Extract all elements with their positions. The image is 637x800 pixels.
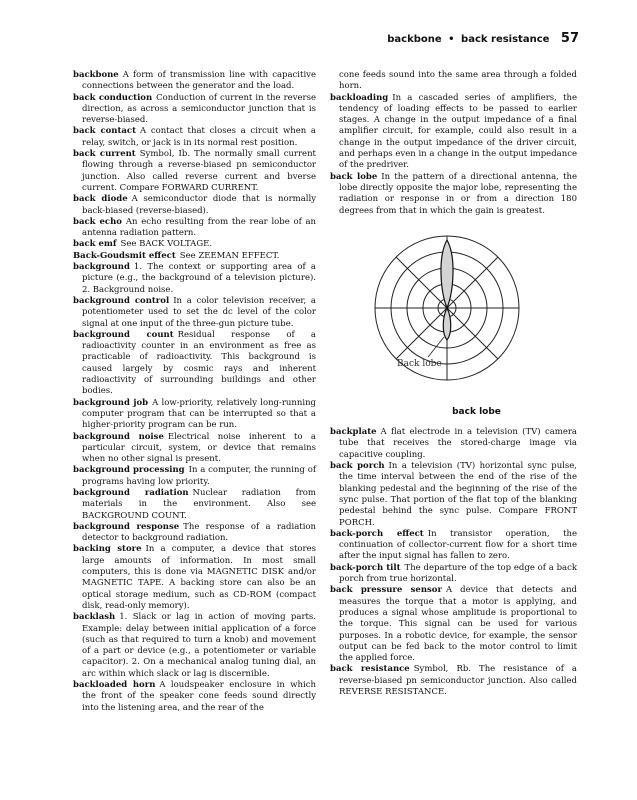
dictionary-entry — [73, 251, 316, 262]
entry-term: back echo — [73, 216, 122, 227]
entry-definition: In a computer, a device that stores large amounts of information. In most small computers, this is done via MAGNETIC DISK and/or MAGNETIC TAPE. A backing store can also be an optical storage medium, such as CD-ROM (compact disk, read-only memory). — [82, 544, 316, 611]
entry-term: back current — [73, 149, 136, 160]
entry-definition: In a television (TV) horizontal sync pulse, the time interval between the end of the rise of the blanking pedestal and the beginning of the rise of the sync pulse. That portion of the flat top of the blanking pedestal behind the sync pulse. Compare FRONT PORCH. — [339, 461, 577, 528]
entry-term: back conduction — [73, 92, 153, 103]
entry-term: background processing — [73, 465, 185, 476]
dictionary-entry — [330, 427, 577, 461]
entry-term: backloaded horn — [73, 680, 156, 691]
entry-term: backlash — [73, 612, 116, 623]
dictionary-entry — [73, 522, 316, 545]
entry-definition: The response of a radiation detector to background radiation. — [82, 521, 316, 544]
entry-term: background control — [73, 295, 170, 306]
right-column — [330, 70, 577, 698]
figure-caption: back lobe — [452, 406, 501, 417]
entry-term: back contact — [73, 126, 137, 137]
entry-term: background response — [73, 521, 180, 532]
entry-definition: A form of transmission line with capacitive connections between the generator and the load. — [82, 70, 316, 92]
entry-term: background — [73, 262, 130, 273]
entry-definition: A device that detects and measures the torque that a motor is applying, and produces a signal whose amplitude is proportional to the torque. This signal can be used for various purposes. In a robotic device, for example, the sensor output can be fed back to the motor control to limit the applied force. — [339, 585, 577, 664]
entry-definition: A contact that closes a circuit when a relay, switch, or jack is in its normal rest position. — [82, 126, 316, 148]
entry-definition: In a computer, the running of programs having low priority. — [82, 465, 316, 487]
running-head-first-term: backbone — [387, 34, 442, 45]
antenna-pattern-diagram — [372, 226, 522, 406]
entry-definition: The departure of the top edge of a back porch from true horizontal. — [339, 562, 578, 585]
entry-definition: Nuclear radiation from materials in the environment. Also see BACKGROUND COUNT. — [82, 487, 316, 521]
back-lobe-label: Back lobe — [397, 358, 442, 369]
dictionary-entry — [330, 563, 577, 586]
dictionary-entry — [73, 432, 316, 466]
entry-term: background count — [73, 329, 174, 340]
left-column — [73, 70, 316, 714]
dictionary-entry — [73, 149, 316, 194]
running-head — [387, 31, 579, 46]
entry-term: back-porch effect — [330, 528, 424, 539]
entry-definition: In the pattern of a directional antenna, the lobe directly opposite the major lobe, representing the radiation or response in or from a direction 180 degrees from that in which the gain is greatest. — [339, 171, 578, 216]
entry-definition: Residual response of a radioactivity counter in an environment as free as practicable of radioactivity. This background is caused largely by cosmic rays and inherent radioactivity of surrounding buildings and other bodies. — [82, 329, 316, 397]
entry-term: back pressure sensor — [330, 585, 442, 596]
label-leader-line — [428, 337, 444, 357]
entry-definition: 1. The context or supporting area of a picture (e.g., the background of a television picture). 2. Background noise. — [82, 262, 316, 295]
entry-term: back lobe — [330, 171, 378, 182]
entry-term: back-porch tilt — [330, 562, 401, 573]
dictionary-entry — [73, 93, 316, 127]
right-column-top — [330, 70, 577, 217]
entry-definition: Electrical noise inherent to a particular circuit, system, or device that remains when no other signal is present. — [82, 431, 316, 465]
entry-term: background job — [73, 397, 149, 408]
dictionary-entry — [73, 330, 316, 398]
entry-definition: Conduction of current in the reverse direction, as across a semiconductor junction that is reverse-biased. — [82, 92, 317, 126]
dictionary-entry — [73, 465, 316, 488]
right-column-bottom — [330, 427, 577, 698]
back-lobe-figure — [330, 226, 577, 418]
entry-term: back resistance — [330, 664, 410, 675]
dictionary-entry — [73, 398, 316, 432]
entry-term: back diode — [73, 194, 128, 205]
dictionary-entry — [330, 70, 577, 93]
dictionary-entry — [330, 664, 577, 698]
entry-term: background noise — [73, 431, 164, 442]
entry-definition: A flat electrode in a television (TV) camera tube that receives the stored-charge image via capacitive coupling. — [339, 427, 577, 460]
entry-definition: cone feeds sound into the same area through a folded horn. — [339, 70, 577, 92]
entry-definition: In a color television receiver, a potentiometer used to set the dc level of the color signal at one input of the three-gun picture tube. — [82, 295, 316, 329]
entry-term: backbone — [73, 70, 119, 80]
entry-definition: A loudspeaker enclosure in which the front of the speaker cone feeds sound directly into the listening area, and the rear of the — [82, 680, 316, 713]
entry-definition: See ZEEMAN EFFECT. — [179, 250, 280, 261]
back-lobe — [443, 308, 451, 340]
running-head-last-term: back resistance — [461, 34, 550, 45]
entry-definition: In a cascaded series of amplifiers, the tendency of loading effects to be passed to earlier stages. A change in the output impedance of a final amplifier circuit, for example, could also result in a change in the output impedance of the driver circuit, and perhaps even in a change in the output impedance of the predriver. — [339, 92, 577, 171]
page-number: 57 — [560, 31, 579, 46]
dictionary-entry — [73, 262, 316, 296]
entry-term: backplate — [330, 427, 377, 438]
entry-definition: An echo resulting from the rear lobe of an antenna radiation pattern. — [82, 216, 316, 239]
dictionary-entry — [73, 126, 316, 149]
dictionary-entry — [330, 529, 577, 563]
entry-term: back porch — [330, 461, 385, 472]
dictionary-entry — [330, 93, 577, 172]
dictionary-entry — [73, 296, 316, 330]
entry-term: backloading — [330, 92, 389, 103]
major-lobe — [441, 240, 453, 308]
entry-definition: Symbol, Ib. The normally small current flowing through a reverse-biased pn semiconductor junction. Also called reverse current and bverse current. Compare FORWARD CURRENT. — [82, 149, 316, 193]
entry-definition: See BACK VOLTAGE. — [120, 239, 213, 250]
dictionary-entry — [73, 239, 316, 250]
dictionary-entry — [330, 461, 577, 529]
entry-definition: A low-priority, relatively long-running computer program that can be interrupted so that a higher-priority program can be run. — [82, 397, 316, 431]
dictionary-entry — [73, 217, 316, 240]
entry-term: Back-Goudsmit effect — [73, 250, 176, 261]
dictionary-entry — [330, 585, 577, 664]
entry-definition: A semiconductor diode that is normally back-biased (reverse-biased). — [82, 194, 317, 216]
entry-term: background radiation — [73, 487, 189, 498]
entry-term: back emf — [73, 239, 117, 250]
entry-definition: 1. Slack or lag in action of moving parts. Example: delay between initial application of a force (such as that required to turn a knob) and movement of a part or device (e.g., a potentiometer or variable capacitor). 2. On a mechanical analog tuning dial, an arc within which slack or lag is discernible. — [82, 612, 316, 679]
dictionary-entry — [73, 612, 316, 680]
dictionary-entry — [73, 544, 316, 612]
dictionary-entry — [73, 488, 316, 522]
entry-definition: Symbol, Rb. The resistance of a reverse-biased pn semiconductor junction. Also called REVERSE RESISTANCE. — [339, 664, 577, 697]
dictionary-entry — [73, 194, 316, 217]
entry-definition: In transistor operation, the continuation of collector-current flow for a short time after the input signal has fallen to zero. — [339, 528, 577, 562]
dictionary-entry — [73, 680, 316, 714]
running-head-separator: • — [448, 34, 455, 45]
dictionary-entry — [73, 70, 316, 93]
entry-term: backing store — [73, 544, 142, 555]
dictionary-entry — [330, 172, 577, 217]
